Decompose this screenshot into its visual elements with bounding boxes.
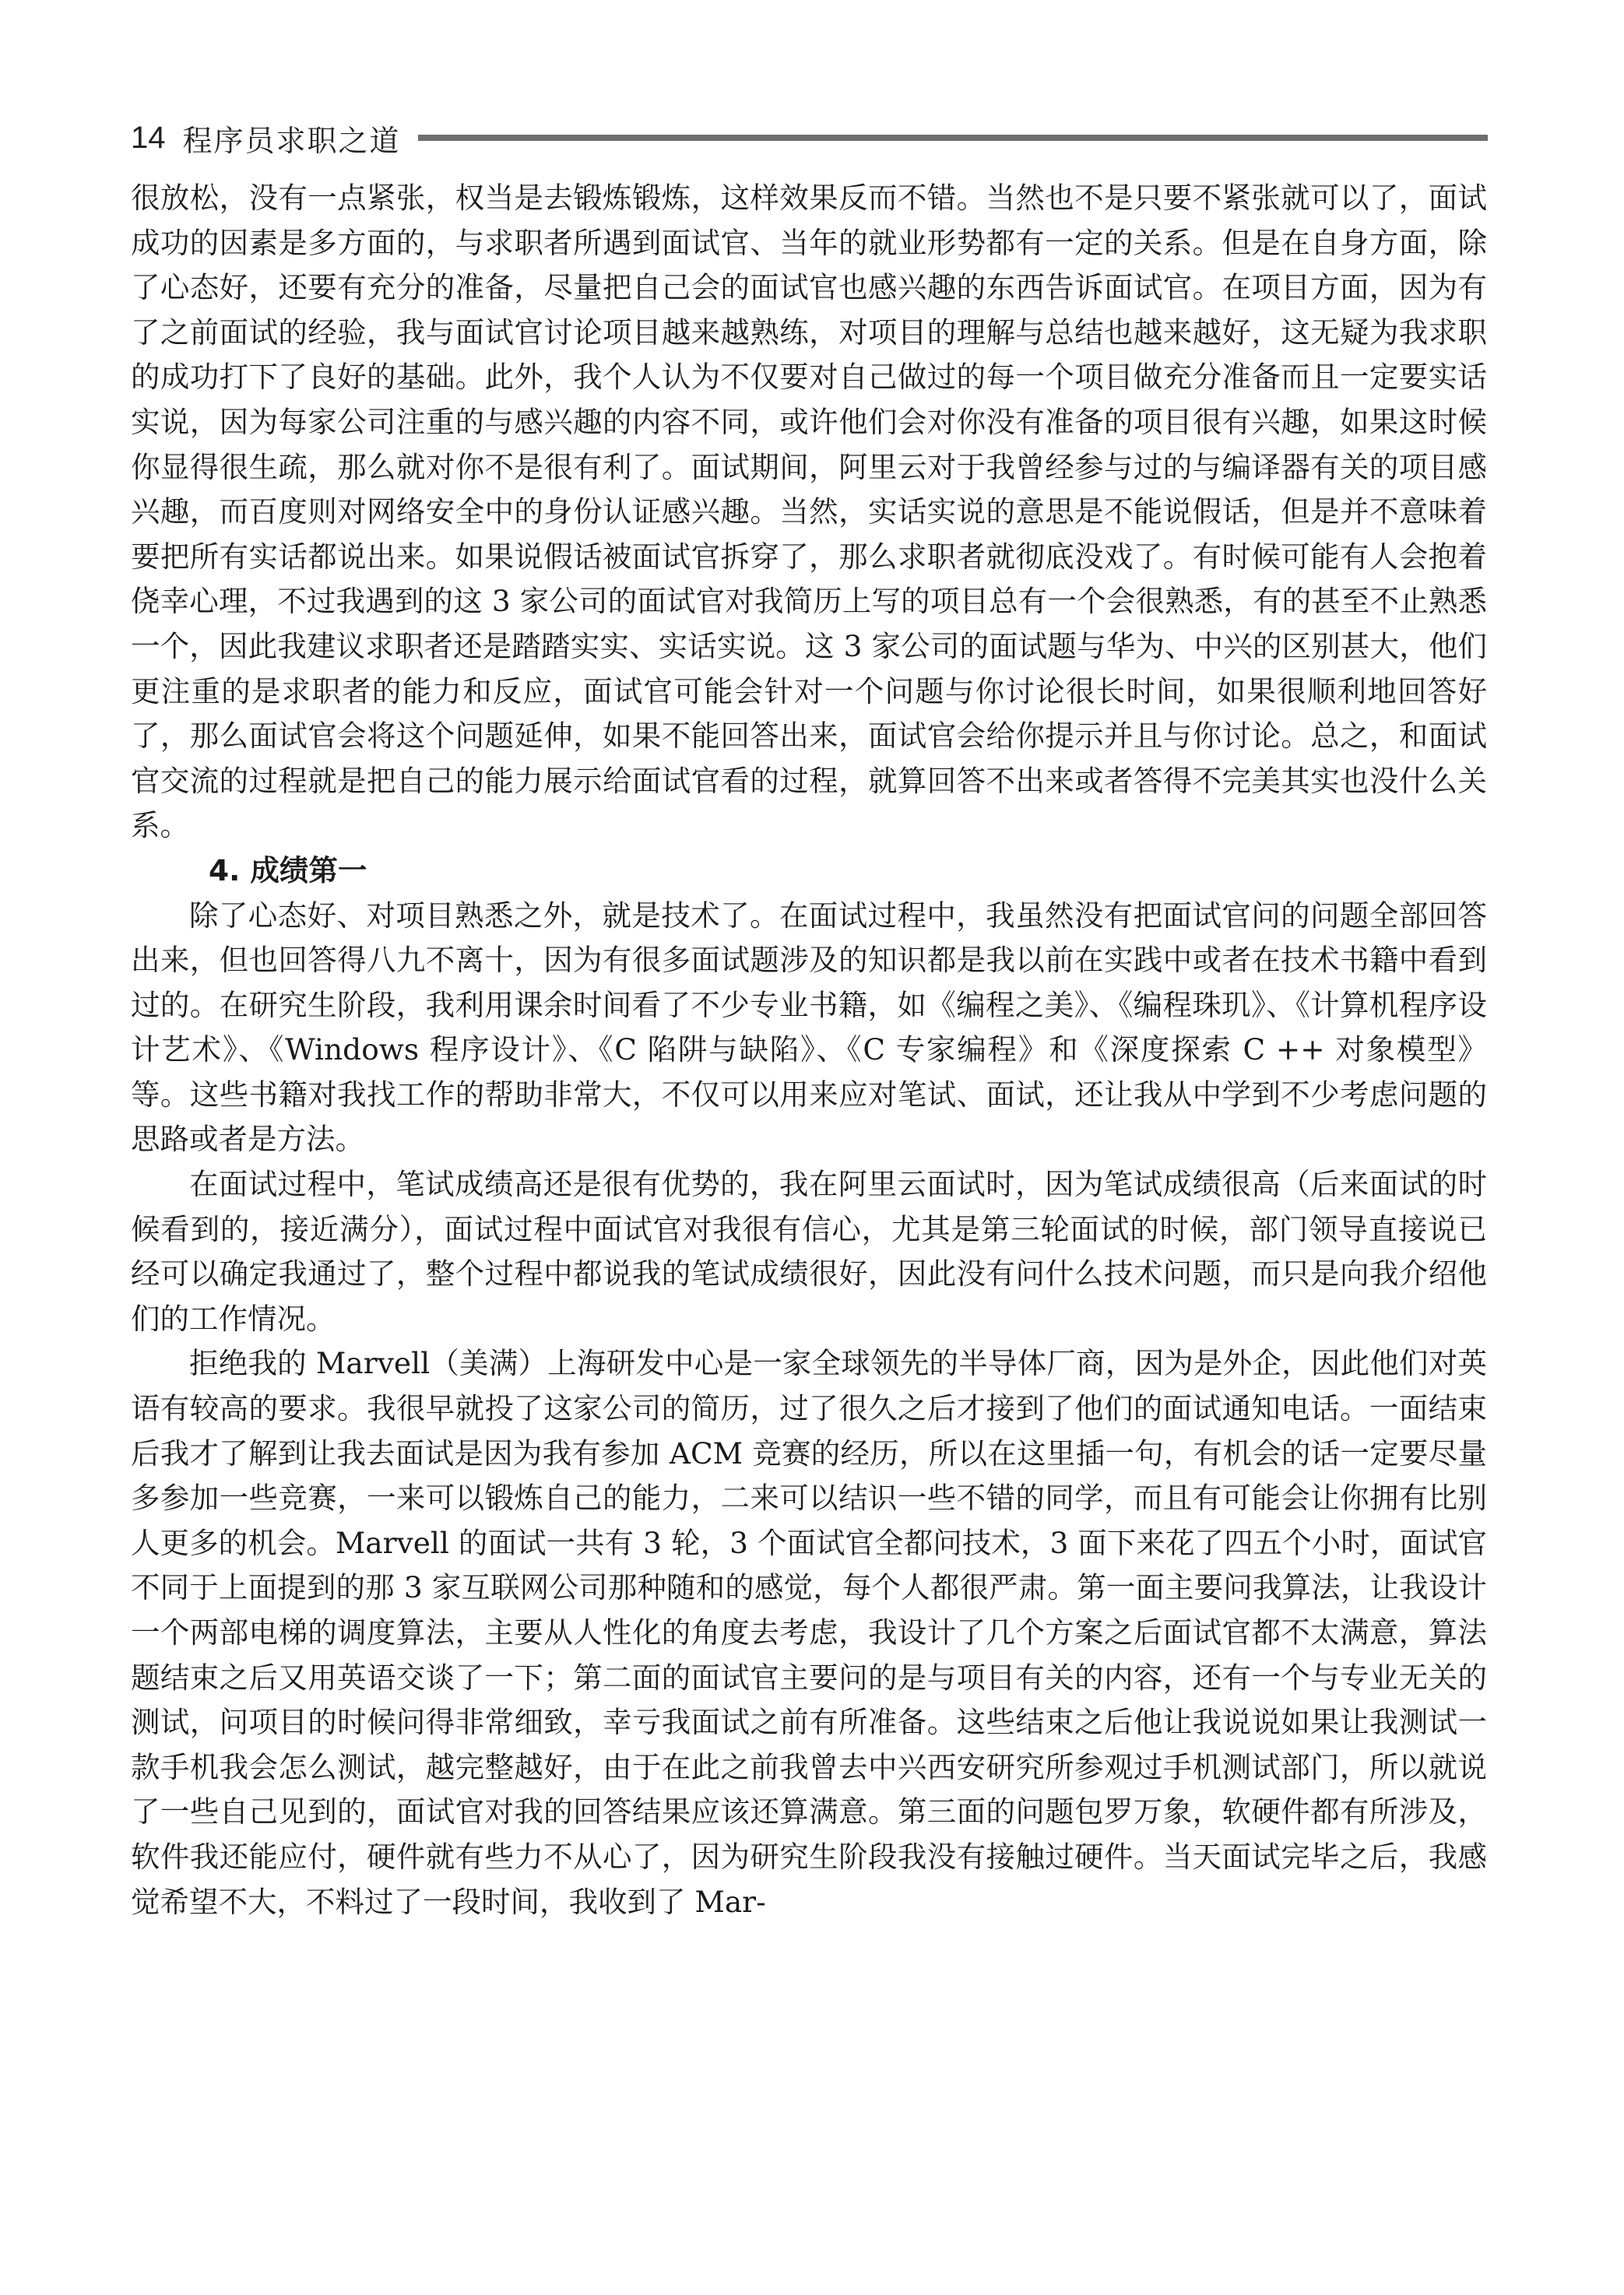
running-header [131,114,1488,162]
book-title: 程序员求职之道 [182,123,401,158]
page-number: 14 [131,120,166,155]
paragraph: 除了心态好、对项目熟悉之外，就是技术了。在面试过程中，我虽然没有把面试官问的问题全部回答出来，但也回答得八九不离十，因为有很多面试题涉及的知识都是我以前在实践中或者在技术书籍中看到过的。在研究生阶段，我利用课余时间看了不少专业书籍，如《编程之美》、《编程珠玑》、《计算机程序设计艺术》、《Windows 程序设计》、《C 陷阱与缺陷》、《C 专家编程》和《深度探索 C ++ 对象模型》等。这些书籍对我找工作的帮助非常大，不仅可以用来应对笔试、面试，还让我从中学到不少考虑问题的思路或者是方法。 [131,898,1487,1157]
paragraph: 拒绝我的 Marvell（美满）上海研发中心是一家全球领先的半导体厂商，因为是外企，因此他们对英语有较高的要求。我很早就投了这家公司的简历，过了很久之后才接到了他们的面试通知电话。一面结束后我才了解到让我去面试是因为我有参加 ACM 竞赛的经历，所以在这里插一句，有机会的话一定要尽量多参加一些竞赛，一来可以锻炼自己的能力，二来可以结识一些不错的同学，而且有可能会让你拥有比别人更多的机会。Marvell 的面试一共有 3 轮，3 个面试官全都问技术，3 面下来花了四五个小时，面试官不同于上面提到的那 3 家互联网公司那种随和的感觉，每个人都很严肃。第一面主要问我算法，让我设计一个两部电梯的调度算法，主要从人性化的角度去考虑，我设计了几个方案之后面试官都不太满意，算法题结束之后又用英语交谈了一下；第二面的面试官主要问的是与项目有关的内容，还有一个与专业无关的测试，问项目的时候问得非常细致，幸亏我面试之前有所准备。这些结束之后他让我说说如果让我测试一款手机我会怎么测试，越完整越好，由于在此之前我曾去中兴西安研究所参观过手机测试部门，所以就说了一些自己见到的，面试官对我的回答结果应该还算满意。第三面的问题包罗万象，软硬件都有所涉及，软件我还能应付，硬件就有些力不从心了，因为研究生阶段我没有接触过硬件。当天面试完毕之后，我感觉希望不大，不料过了一段时间，我收到了 Mar- [131,1346,1487,1919]
header-rule [418,135,1488,141]
body-text [131,176,1487,1924]
paragraph-continued: 很放松，没有一点紧张，权当是去锻炼锻炼，这样效果反而不错。当然也不是只要不紧张就可以了，面试成功的因素是多方面的，与求职者所遇到面试官、当年的就业形势都有一定的关系。但是在自身方面，除了心态好，还要有充分的准备，尽量把自己会的面试官也感兴趣的东西告诉面试官。在项目方面，因为有了之前面试的经验，我与面试官讨论项目越来越熟练，对项目的理解与总结也越来越好，这无疑为我求职的成功打下了良好的基础。此外，我个人认为不仅要对自己做过的每一个项目做充分准备而且一定要实话实说，因为每家公司注重的与感兴趣的内容不同，或许他们会对你没有准备的项目很有兴趣，如果这时候你显得很生疏，那么就对你不是很有利了。面试期间，阿里云对于我曾经参与过的与编译器有关的项目感兴趣，而百度则对网络安全中的身份认证感兴趣。当然，实话实说的意思是不能说假话，但是并不意味着要把所有实话都说出来。如果说假话被面试官拆穿了，那么求职者就彻底没戏了。有时候可能有人会抱着侥幸心理，不过我遇到的这 3 家公司的面试官对我简历上写的项目总有一个会很熟悉，有的甚至不止熟悉一个，因此我建议求职者还是踏踏实实、实话实说。这 3 家公司的面试题与华为、中兴的区别甚大，他们更注重的是求职者的能力和反应，面试官可能会针对一个问题与你讨论很长时间，如果很顺利地回答好了，那么面试官会将这个问题延伸，如果不能回答出来，面试官会给你提示并且与你讨论。总之，和面试官交流的过程就是把自己的能力展示给面试官看的过程，就算回答不出来或者答得不完美其实也没什么关系。 [131,181,1487,843]
paragraph: 在面试过程中，笔试成绩高还是很有优势的，我在阿里云面试时，因为笔试成绩很高（后来面试的时候看到的，接近满分），面试过程中面试官对我很有信心，尤其是第三轮面试的时候，部门领导直接说已经可以确定我通过了，整个过程中都说我的笔试成绩很好，因此没有问什么技术问题，而只是向我介绍他们的工作情况。 [131,1167,1487,1336]
section-heading: 4. 成绩第一 [209,852,367,887]
